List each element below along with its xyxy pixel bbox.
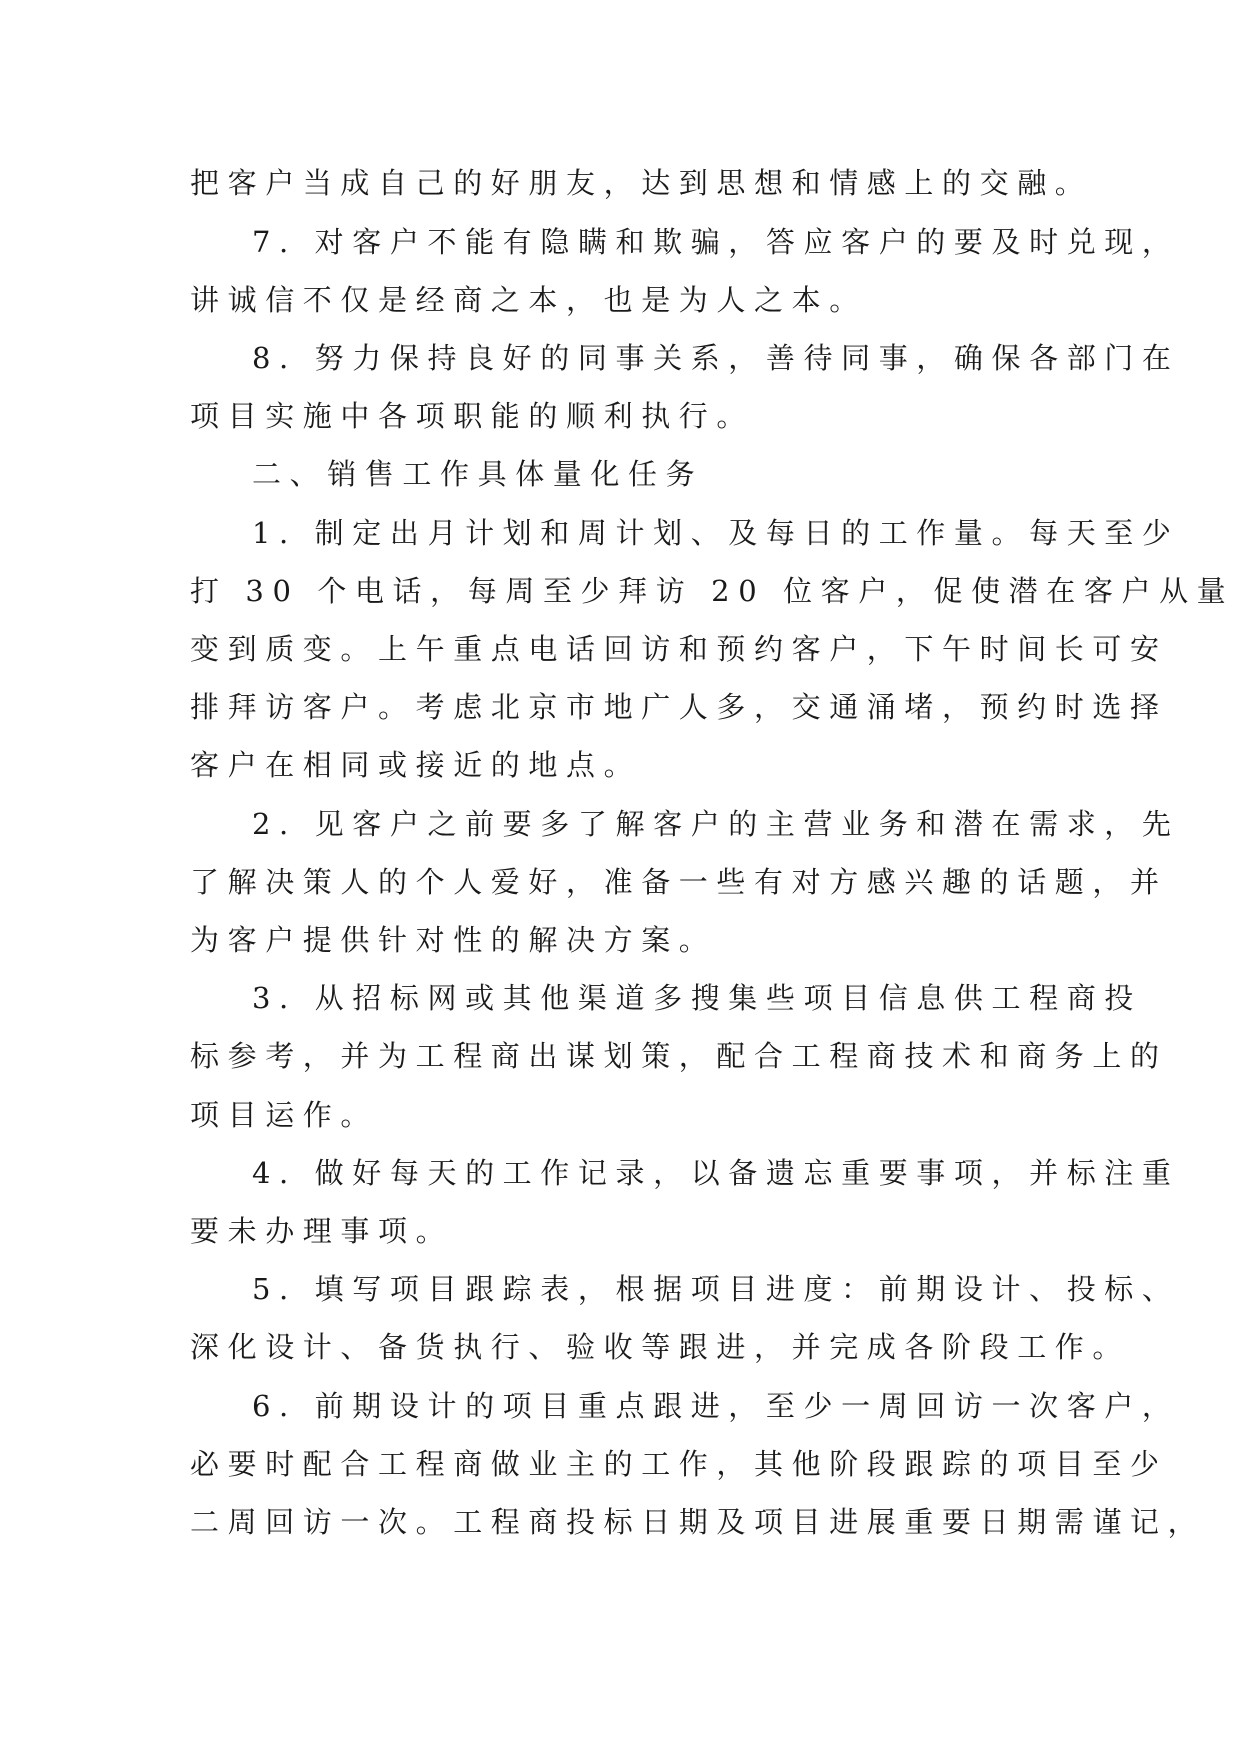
section-heading: 二、销售工作具体量化任务 [252,457,704,491]
paragraph-line-17: 项目运作。 [190,1098,379,1132]
paragraph-line-23: 必要时配合工程商做业主的工作，其他阶段跟踪的项目至少 [190,1447,1168,1481]
paragraph-line-3: 讲诚信不仅是经商之本，也是为人之本。 [190,283,867,317]
paragraph-line-13: 了解决策人的个人爱好，准备一些有对方感兴趣的话题，并 [190,865,1168,899]
paragraph-line-8: 打 30 个电话，每周至少拜访 20 位客户，促使潜在客户从量 [190,574,1235,608]
paragraph-line-1: 把客户当成自己的好朋友，达到思想和情感上的交融。 [190,166,1093,200]
paragraph-line-12: 2. 见客户之前要多了解客户的主营业务和潜在需求，先 [252,807,1180,841]
paragraph-line-20: 5. 填写项目跟踪表，根据项目进度：前期设计、投标、 [252,1272,1180,1306]
paragraph-line-9: 变到质变。上午重点电话回访和预约客户，下午时间长可安 [190,632,1168,666]
paragraph-line-5: 项目实施中各项职能的顺利执行。 [190,399,755,433]
paragraph-line-18: 4. 做好每天的工作记录，以备遗忘重要事项，并标注重 [252,1156,1180,1190]
paragraph-line-24: 二周回访一次。工程商投标日期及项目进展重要日期需谨记， [190,1505,1206,1539]
paragraph-line-10: 排拜访客户。考虑北京市地广人多，交通涌堵，预约时选择 [190,690,1168,724]
paragraph-line-11: 客户在相同或接近的地点。 [190,748,642,782]
paragraph-line-4: 8. 努力保持良好的同事关系，善待同事，确保各部门在 [252,341,1180,375]
paragraph-line-22: 6. 前期设计的项目重点跟进，至少一周回访一次客户， [252,1389,1180,1423]
paragraph-line-15: 3. 从招标网或其他渠道多搜集些项目信息供工程商投 [252,981,1142,1015]
paragraph-line-7: 1. 制定出月计划和周计划、及每日的工作量。每天至少 [252,516,1180,550]
paragraph-line-19: 要未办理事项。 [190,1214,454,1248]
paragraph-line-16: 标参考，并为工程商出谋划策，配合工程商技术和商务上的 [190,1039,1168,1073]
paragraph-line-2: 7. 对客户不能有隐瞒和欺骗，答应客户的要及时兑现， [252,225,1180,259]
paragraph-line-21: 深化设计、备货执行、验收等跟进，并完成各阶段工作。 [190,1330,1131,1364]
paragraph-line-14: 为客户提供针对性的解决方案。 [190,923,717,957]
